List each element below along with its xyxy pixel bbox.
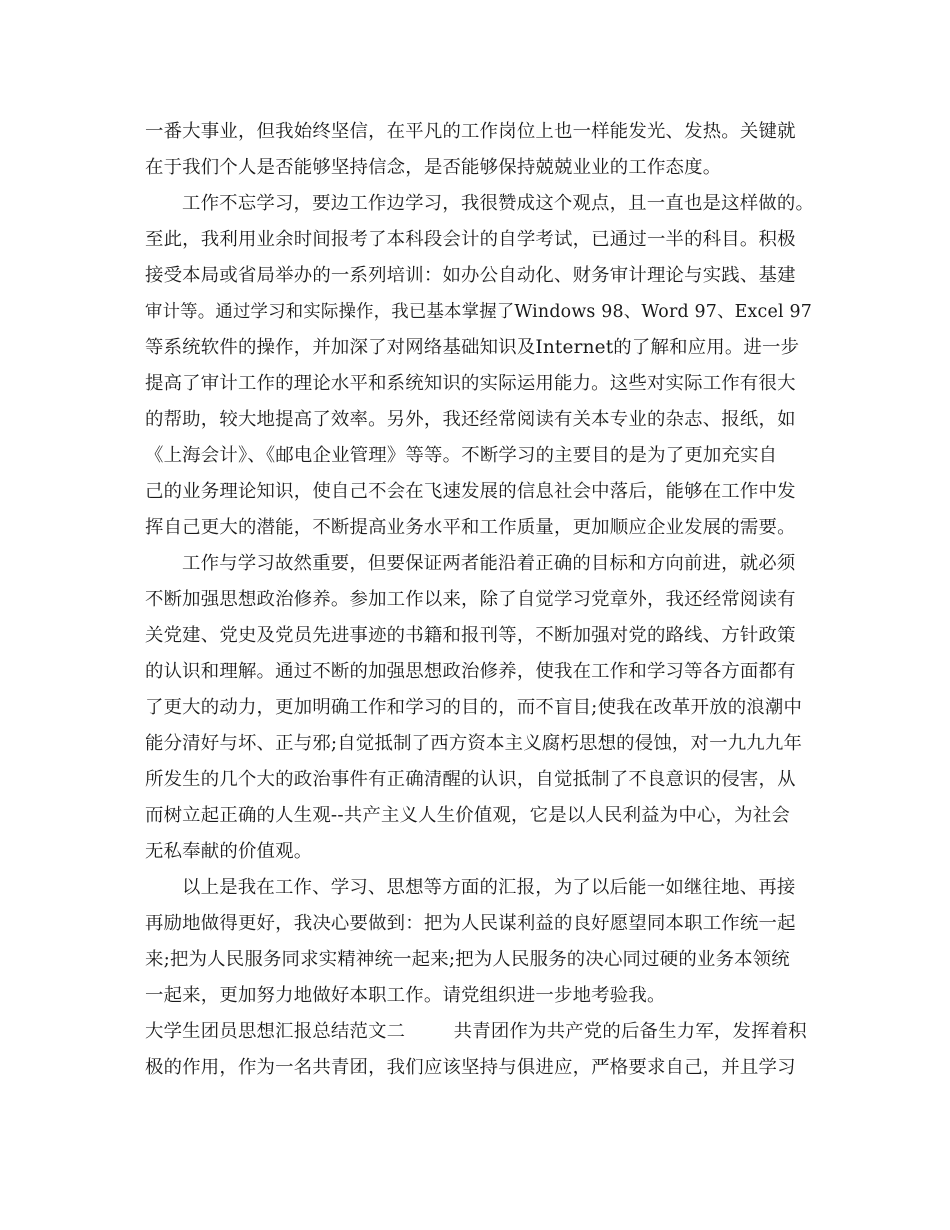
- text-line: 再励地做得更好，我决心要做到：把为人民谋利益的良好愿望同本职工作统一起: [145, 913, 796, 934]
- text-line: 己的业务理论知识，使自己不会在飞速发展的信息社会中落后，能够在工作中发: [145, 481, 796, 502]
- text-line: 审计等。通过学习和实际操作，我已基本掌握了Windows 98、Word 97、Excel 97: [145, 302, 813, 322]
- text-line: 来;把为人民服务同求实精神统一起来;把为人民服务的决心同过硬的业务本领统: [145, 949, 790, 970]
- text-line: 的帮助，较大地提高了效率。另外，我还经常阅读有关本专业的杂志、报纸，如: [145, 409, 796, 430]
- text-line: 《上海会计》、《邮电企业管理》等等。不断学习的主要目的是为了更加充实自: [145, 445, 778, 466]
- text-line: 至此，我利用业余时间报考了本科段会计的自学考试，已通过一半的科目。积极: [145, 229, 796, 250]
- text-line: 工作不忘学习，要边工作边学习，我很赞成这个观点，且一直也是这样做的。: [182, 193, 815, 214]
- text-line: 工作与学习故然重要，但要保证两者能沿着正确的目标和方向前进，就必须: [182, 553, 796, 574]
- text-line: 提高了审计工作的理论水平和系统知识的实际运用能力。这些对实际工作有很大: [145, 373, 796, 394]
- text-line: 无私奉献的价值观。: [145, 841, 313, 862]
- text-line: 在于我们个人是否能够坚持信念，是否能够保持兢兢业业的工作态度。: [145, 157, 722, 178]
- text-line: 的认识和理解。通过不断的加强思想政治修养，使我在工作和学习等各方面都有: [145, 661, 796, 682]
- text-line: 不断加强思想政治修养。参加工作以来，除了自觉学习党章外，我还经常阅读有: [145, 589, 796, 610]
- text-line: 极的作用，作为一名共青团，我们应该坚持与俱进应，严格要求自己，并且学习: [145, 1057, 796, 1078]
- text-line: 等系统软件的操作，并加深了对网络基础知识及Internet的了解和应用。进一步: [145, 337, 800, 358]
- text-line: 一番大事业，但我始终坚信，在平凡的工作岗位上也一样能发光、发热。关键就: [145, 121, 796, 142]
- text-line: 接受本局或省局举办的一系列培训：如办公自动化、财务审计理论与实践、基建: [145, 265, 796, 286]
- text-line: 能分清好与坏、正与邪;自觉抵制了西方资本主义腐朽思想的侵蚀，对一九九九年: [145, 733, 803, 754]
- text-line: 挥自己更大的潜能，不断提高业务水平和工作质量，更加顺应企业发展的需要。: [145, 517, 796, 538]
- text-line: 以上是我在工作、学习、思想等方面的汇报，为了以后能一如继往地、再接: [182, 877, 796, 898]
- document-body: [145, 114, 815, 1086]
- text-line: 大学生团员思想汇报总结范文二 共青团作为共产党的后备生力军，发挥着积: [145, 1021, 807, 1042]
- text-line: 关党建、党史及党员先进事迹的书籍和报刊等，不断加强对党的路线、方针政策: [145, 625, 796, 646]
- text-line: 所发生的几个大的政治事件有正确清醒的认识，自觉抵制了不良意识的侵害，从: [145, 769, 796, 790]
- text-line: 而树立起正确的人生观--共产主义人生价值观，它是以人民利益为中心，为社会: [145, 805, 790, 826]
- text-line: 了更大的动力，更加明确工作和学习的目的，而不盲目;使我在改革开放的浪潮中: [145, 697, 803, 718]
- text-line: 一起来，更加努力地做好本职工作。请党组织进一步地考验我。: [145, 985, 666, 1006]
